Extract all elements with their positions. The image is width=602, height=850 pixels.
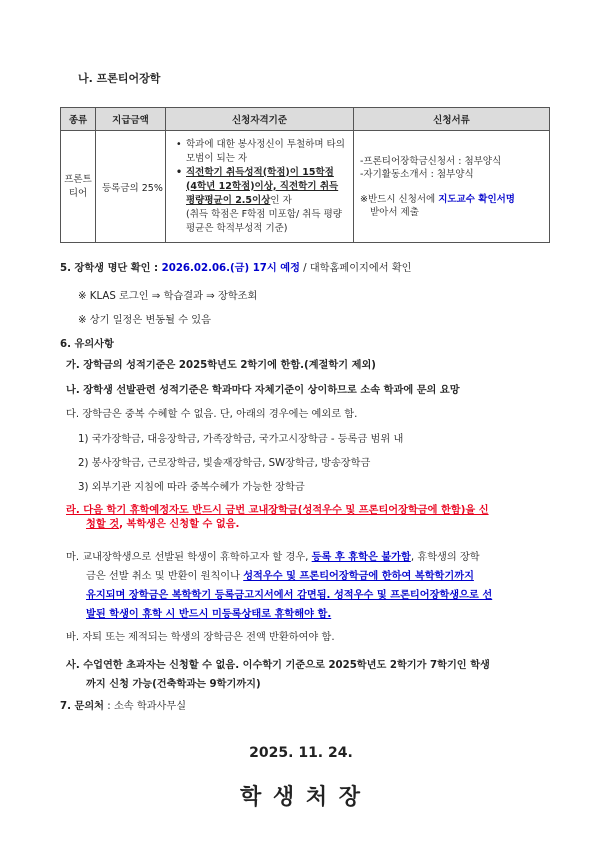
header-amount: 지급금액 [96, 108, 166, 131]
item-da-1: 1) 국가장학금, 대응장학금, 가족장학금, 국가고시장학금 - 등록금 범위 내 [78, 434, 404, 445]
doc-application-form: -프론티어장학금신청서 : 첨부양식 [360, 155, 502, 167]
cell-amount: 등록금의 25% [96, 131, 166, 243]
section-5-note-1: ※ KLAS 로그인 ⇒ 학습결과 ⇒ 장학조회 [78, 291, 258, 302]
item-da-3: 3) 외부기관 지침에 따라 중복수혜가 가능한 장학금 [78, 482, 305, 493]
doc-note-end: 받아서 제출 [370, 206, 419, 218]
doc-self-intro: -자기활동소개서 : 첨부양식 [360, 168, 474, 180]
item-ba: 바. 자퇴 또는 제적되는 학생의 장학금은 전액 반환하여야 함. [66, 632, 335, 643]
item-ra-line-2a: 청할 것 [86, 519, 120, 530]
criteria-note: (취득 학점은 F학점 미포함/ 취득 평량평균은 학적부성적 기준) [186, 208, 342, 234]
cell-kind: 프론트 티어 [61, 131, 96, 243]
section-title-frontier: 나. 프론티어장학 [78, 72, 161, 85]
item-ma-line-2b: 성적우수 및 프론티어장학금에 한하여 복학학기까지 [243, 571, 474, 582]
criteria-item-service: • 학과에 대한 봉사정신이 투철하며 타의 모범이 되는 자 [176, 138, 347, 166]
item-sa [66, 656, 490, 694]
header-docs: 신청서류 [354, 108, 550, 131]
section-5 [60, 262, 412, 276]
section-5-note-2: ※ 상기 일정은 변동될 수 있음 [78, 315, 211, 326]
section-5-label: 5. 장학생 명단 확인 [60, 263, 151, 274]
item-ga: 가. 장학금의 성적기준은 2025학년도 2학기에 한함.(계절학기 제외) [66, 360, 376, 371]
item-da-2: 2) 봉사장학금, 근로장학금, 빛솔재장학금, SW장학금, 방송장학금 [78, 458, 371, 469]
section-7-sep: : [104, 701, 114, 712]
section-7 [60, 700, 186, 714]
section-6-label: 6. 유의사항 [60, 339, 114, 350]
section-5-rest: / 대학홈페이지에서 확인 [299, 263, 412, 274]
item-da: 다. 장학금은 중복 수혜할 수 없음. 단, 아래의 경우에는 예외로 함. [66, 409, 358, 420]
item-ma-line-1c: , 휴학생의 장학 [410, 552, 480, 563]
doc-note [360, 193, 543, 219]
item-ma-line-2a: 금은 선발 취소 및 반환이 원칙이나 [86, 571, 244, 582]
item-na: 나. 장학생 선발관련 성적기준은 학과마다 자체기준이 상이하므로 소속 학과에 문의 요망 [66, 385, 460, 396]
cell-docs [354, 131, 550, 243]
criteria-grade-text: 직전학기 취득성적(학점)이 15학점 (4학년 12학점)이상, 직전학기 취득 평량평균이 2.5이상 [186, 166, 339, 206]
item-sa-line-1: 사. 수업연한 초과자는 신청할 수 없음. 이수학기 기준으로 2025학년도 2학기가 7학기인 학생 [66, 660, 490, 671]
issuer: 학 생 처 장 [240, 785, 362, 810]
item-ra-line-1: 라. 다음 학기 휴학예정자도 반드시 금번 교내장학금(성적우수 및 프론티어장학금에 한함)을 신 [66, 505, 489, 516]
scholarship-table [60, 107, 550, 243]
section-5-sep: : [150, 263, 162, 274]
item-ma-line-3: 유지되며 장학금은 복학학기 등록금고지서에서 감면됨. 성적우수 및 프론티어장학생으로 선 [86, 590, 493, 601]
cell-criteria [166, 131, 354, 243]
section-5-date: 2026.02.06.(금) 17시 예정 [161, 263, 300, 274]
item-ma-line-1b: 등록 후 휴학은 불가함 [311, 552, 411, 563]
doc-note-advisor: 지도교수 확인서명 [438, 193, 515, 205]
doc-note-text: ※반드시 신청서에 [360, 193, 439, 205]
header-kind: 종류 [61, 108, 96, 131]
table-header-row [61, 108, 550, 131]
table-row [61, 131, 550, 243]
item-ra [66, 504, 489, 532]
item-ma [66, 548, 492, 624]
header-criteria: 신청자격기준 [166, 108, 354, 131]
item-ra-line-2b: , 복학생은 신청할 수 없음. [119, 519, 240, 530]
item-sa-line-2: 까지 신청 가능(건축학과는 9학기까지) [86, 679, 261, 690]
item-ma-line-4: 발된 학생이 휴학 시 반드시 미등록상태로 휴학해야 함. [86, 609, 332, 620]
criteria-grade-suffix: 인 자 [270, 194, 292, 206]
criteria-item-grade [176, 166, 347, 208]
section-7-label: 7. 문의처 [60, 701, 105, 712]
issue-date: 2025. 11. 24. [249, 745, 353, 761]
item-ma-line-1a: 마. 교내장학생으로 선발된 학생이 휴학하고자 할 경우, [66, 552, 312, 563]
section-7-value: 소속 학과사무실 [113, 701, 187, 712]
